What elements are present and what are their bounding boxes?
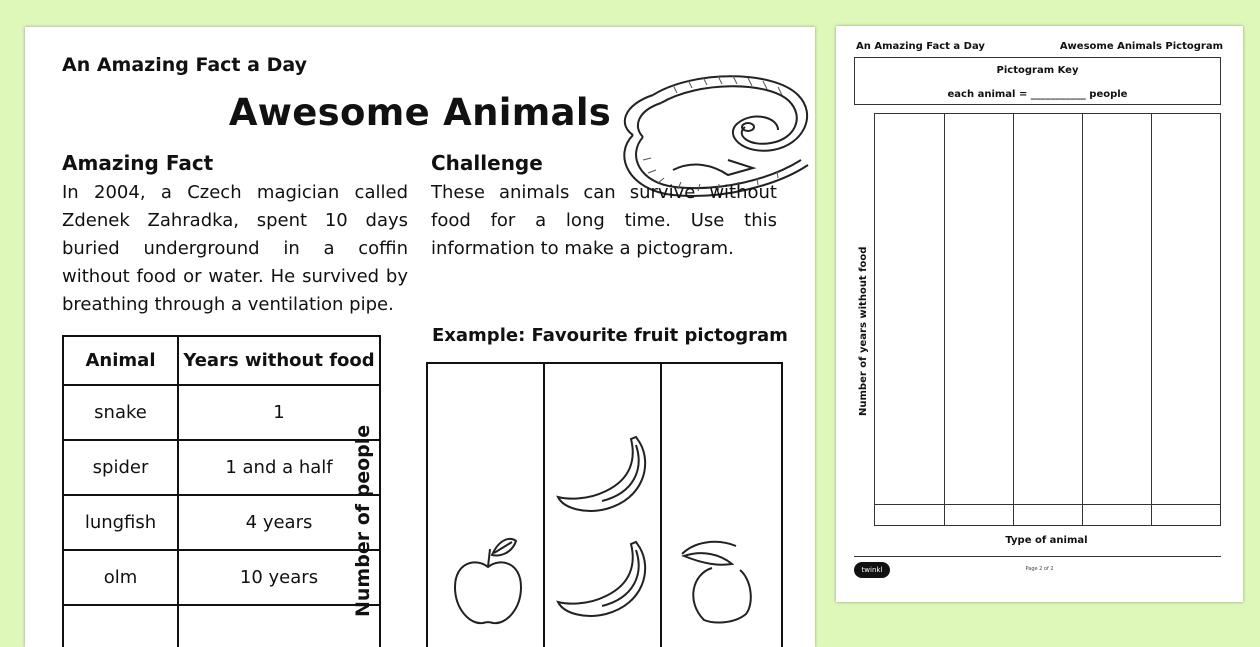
orange-icon xyxy=(674,524,754,624)
animal-cell: snake xyxy=(63,385,178,440)
grid-column-divider xyxy=(944,114,945,525)
years-cell: 4 years xyxy=(178,495,380,550)
example-y-axis-label: Number of people xyxy=(352,424,374,617)
years-cell: 1 and a half xyxy=(178,440,380,495)
amazing-fact-text: In 2004, a Czech magician called Zdenek Zahradka, spent 10 days buried underground in a coffin without food or water. He survived by breathing through a ventilation pipe. xyxy=(62,182,408,315)
pictogram-key-box xyxy=(854,57,1221,105)
page-title: Awesome Animals Pictogram xyxy=(1059,41,1223,52)
animal-table xyxy=(62,335,381,647)
series-title: An Amazing Fact a Day xyxy=(62,54,307,76)
years-cell: 10 years xyxy=(178,550,380,605)
animal-cell: olm xyxy=(63,550,178,605)
years-cell: 1 xyxy=(178,385,380,440)
animal-cell: spider xyxy=(63,440,178,495)
table-row xyxy=(63,550,380,605)
pictogram-key-line: each animal = ___________ people xyxy=(947,89,1128,100)
animal-cell xyxy=(63,605,178,647)
footer-divider xyxy=(854,556,1221,557)
table-row xyxy=(63,385,380,440)
pictogram-key-title: Pictogram Key xyxy=(996,65,1079,76)
grid-column-divider xyxy=(1151,114,1152,525)
years-cell xyxy=(178,605,380,647)
column-header-years: Years without food xyxy=(178,336,380,385)
x-axis-label: Type of animal xyxy=(1005,535,1088,546)
apple-icon xyxy=(450,527,526,627)
y-axis-label: Number of years without food xyxy=(858,246,869,416)
table-header-row xyxy=(63,336,380,385)
twinkl-logo: twinkl xyxy=(854,562,890,578)
banana-icon xyxy=(556,534,656,629)
page-number: Page 2 of 2 xyxy=(1025,566,1054,572)
pictogram-grid xyxy=(874,113,1221,526)
grid-label-row-divider xyxy=(875,504,1220,505)
banana-icon xyxy=(556,429,656,524)
worksheet-page-2 xyxy=(836,26,1243,602)
table-row xyxy=(63,440,380,495)
pictogram-column-divider xyxy=(543,364,545,647)
example-pictogram xyxy=(426,362,783,647)
grid-column-divider xyxy=(1082,114,1083,525)
column-header-animal: Animal xyxy=(63,336,178,385)
table-row xyxy=(63,495,380,550)
worksheet-page-1 xyxy=(25,27,815,647)
challenge-heading: Challenge xyxy=(431,151,543,175)
pictogram-column-divider xyxy=(660,364,662,647)
table-row xyxy=(63,605,380,647)
amazing-fact-heading: Amazing Fact xyxy=(62,151,214,175)
page-title: Awesome Animals xyxy=(228,91,612,134)
grid-column-divider xyxy=(1013,114,1014,525)
example-heading: Example: Favourite fruit pictogram xyxy=(432,325,788,346)
animal-cell: lungfish xyxy=(63,495,178,550)
series-title: An Amazing Fact a Day xyxy=(856,41,985,52)
challenge-text: These animals can survive without food for a long time. Use this information to make a pictogram. xyxy=(431,182,777,259)
